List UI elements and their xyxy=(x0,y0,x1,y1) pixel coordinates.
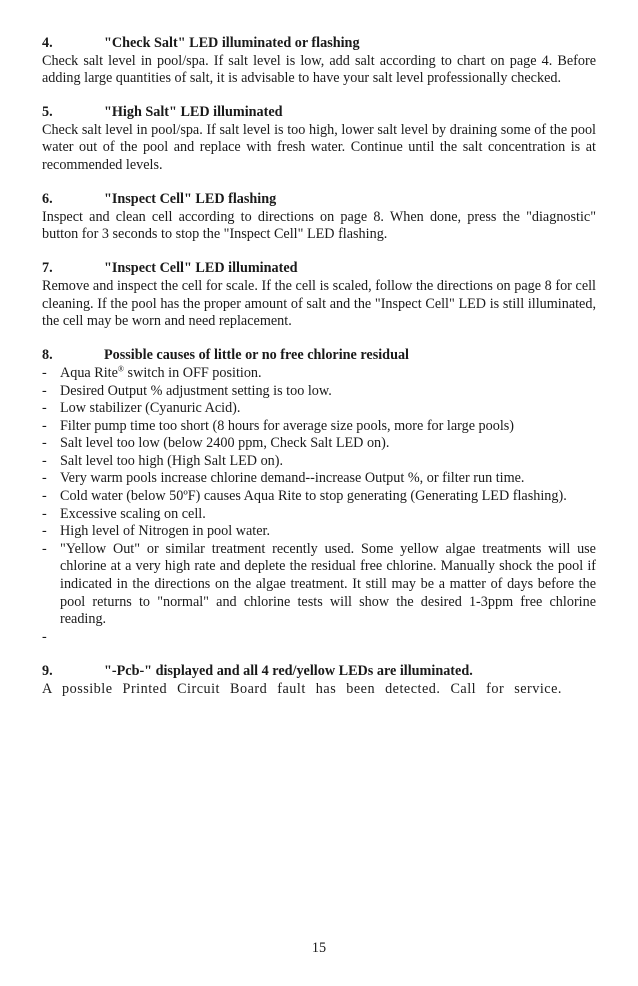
section-7 xyxy=(42,260,596,330)
list-item-text: Cold water (below 50ºF) causes Aqua Rite to stop generating (Generating LED flashing). xyxy=(60,488,567,505)
list-dash: - xyxy=(42,400,47,417)
list-dash: - xyxy=(42,505,47,522)
section-title: "Inspect Cell" LED flashing xyxy=(104,191,277,208)
list-item-text xyxy=(60,629,596,647)
section-number: 4. xyxy=(42,35,53,51)
section-title: Possible causes of little or no free chlorine residual xyxy=(104,347,410,364)
section-heading xyxy=(42,260,596,278)
list-item-text: Excessive scaling on cell. xyxy=(60,505,206,522)
list-item xyxy=(42,470,596,488)
list-item-text: switch in OFF position. xyxy=(124,364,262,381)
section-title: "Inspect Cell" LED illuminated xyxy=(104,260,298,277)
section-heading xyxy=(42,347,596,365)
list-item-text: Salt level too low (below 2400 ppm, Check Salt LED on). xyxy=(60,435,390,452)
section-body: A possible Printed Circuit Board fault has been detected. Call for service. xyxy=(42,680,562,697)
registered-mark: ® xyxy=(117,364,124,374)
list-item-text: Low stabilizer (Cyanuric Acid). xyxy=(60,400,241,417)
list-dash: - xyxy=(42,452,47,469)
list-item xyxy=(42,629,596,647)
list-item-text: "Yellow Out" or similar treatment recently used. Some yellow algae treatments will use chlorine at a very high rate and deplete the residual free chlorine. Manually shock the pool if indicated in the directions on the algae treatment. It still may be a matter of days before the pool returns to "normal" and chlorine tests will show the desired 1-3ppm free chlorine reading. xyxy=(60,540,596,628)
page-number: 15 xyxy=(311,940,327,956)
list-item xyxy=(42,383,596,401)
list-dash: - xyxy=(42,417,47,434)
list-dash: - xyxy=(42,435,47,452)
list-dash: - xyxy=(42,488,47,505)
list-item xyxy=(42,435,596,453)
list-item xyxy=(42,400,596,418)
list-item-text: Very warm pools increase chlorine demand--increase Output %, or filter run time. xyxy=(60,470,525,487)
section-6 xyxy=(42,191,596,244)
list-item xyxy=(42,488,596,506)
section-heading xyxy=(42,104,596,122)
list-item xyxy=(42,453,596,471)
list-item xyxy=(42,506,596,524)
section-body: Remove and inspect the cell for scale. If the cell is scaled, follow the directions on page 8 for cell cleaning. If the pool has the proper amount of salt and the "Inspect Cell" LED is still illuminated, the cell may be worn and need replacement. xyxy=(42,278,596,330)
manual-page xyxy=(42,35,596,715)
causes-list xyxy=(42,365,596,647)
list-dash: - xyxy=(42,628,47,645)
list-item xyxy=(42,523,596,541)
section-9 xyxy=(42,663,596,698)
list-item-text: High level of Nitrogen in pool water. xyxy=(60,523,271,540)
section-number: 5. xyxy=(42,104,53,121)
section-5 xyxy=(42,104,596,174)
list-item-text: Filter pump time too short (8 hours for average size pools, more for large pools) xyxy=(60,417,515,434)
section-title: "Check Salt" LED illuminated or flashing xyxy=(104,35,360,51)
list-item xyxy=(42,418,596,436)
list-item xyxy=(42,541,596,629)
section-number: 9. xyxy=(42,662,53,679)
list-dash: - xyxy=(42,523,47,540)
section-heading xyxy=(42,191,596,209)
section-title: "High Salt" LED illuminated xyxy=(104,104,283,121)
list-dash: - xyxy=(42,364,47,381)
section-heading xyxy=(42,35,596,53)
section-title: "-Pcb-" displayed and all 4 red/yellow LEDs are illuminated. xyxy=(104,662,473,679)
list-item-text: Aqua Rite xyxy=(60,364,118,381)
section-body: Inspect and clean cell according to directions on page 8. When done, press the "diagnostic" button for 3 seconds to stop the "Inspect Cell" LED flashing. xyxy=(42,208,596,243)
list-dash: - xyxy=(42,470,47,487)
section-body: Check salt level in pool/spa. If salt level is too high, lower salt level by draining some of the pool water out of the pool and replace with fresh water. Continue until the salt concentration is at recommended levels. xyxy=(42,121,596,174)
section-heading xyxy=(42,663,596,681)
list-item-text: Desired Output % adjustment setting is too low. xyxy=(60,382,332,399)
section-4 xyxy=(42,35,596,88)
section-8 xyxy=(42,347,596,646)
section-number: 8. xyxy=(42,347,53,364)
section-number: 7. xyxy=(42,260,53,277)
section-body: Check salt level in pool/spa. If salt level is low, add salt according to chart on page 4. Before adding large quantities of salt, it is advisable to have your salt level professionally checked. xyxy=(42,52,596,87)
section-number: 6. xyxy=(42,191,53,208)
list-dash: - xyxy=(42,382,47,399)
list-dash: - xyxy=(42,540,47,557)
list-item-text: Salt level too high (High Salt LED on). xyxy=(60,452,284,469)
list-item xyxy=(42,365,596,383)
